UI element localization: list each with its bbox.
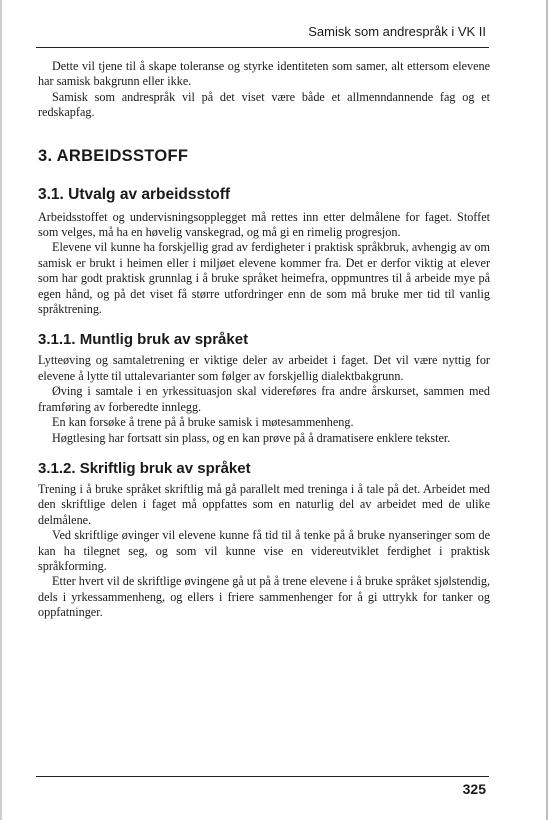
page-body: [38, 59, 490, 621]
section-3-1-2-heading: 3.1.2. Skriftlig bruk av språket: [38, 459, 251, 477]
section-3-1-2-paragraph-3: Etter hvert vil de skriftlige øvingene gå ut på å trene elevene i å bruke språket sjølstendig, dels i yrkessammenheng, og ellers i friere sammenhenger for å gi uttrykk for tanker og oppfatninger.: [38, 574, 490, 620]
section-3-1-1-heading: 3.1.1. Muntlig bruk av språket: [38, 331, 249, 349]
section-3-1-1-paragraph-3: En kan forsøke å trene på å bruke samisk i møtesammenheng.: [52, 415, 354, 430]
section-3-1-heading: 3.1. Utvalg av arbeidsstoff: [38, 185, 231, 203]
section-3-1-paragraph-2: Elevene vil kunne ha forskjellig grad av ferdigheter i praktisk språkbruk, avhengig av om samisk er brukt i heimen eller i miljøet elevene kommer fra. Det er derfor viktig at elever som har godt praktisk grunnlag i å bruke språket heimefra, oppmuntres til å arbeide mye på egen hånd, og på det viset få større utfordringer enn de som må bruke mer tid til vanlig språktrening.: [38, 240, 490, 317]
section-3-1-1-paragraph-2: Øving i samtale i en yrkessituasjon skal videreføres fra andre årskurset, sammen med framføring av forberedte innlegg.: [38, 384, 490, 414]
running-header: Samisk som andrespråk i VK II: [308, 24, 486, 39]
section-3-heading: 3. ARBEIDSSTOFF: [38, 146, 189, 165]
page-number: 325: [462, 781, 486, 797]
section-3-1-1-paragraph-1: Lytteøving og samtaletrening er viktige deler av arbeidet i faget. Det vil være nyttig for elevene å lytte til uttalevarianter som følger av forskjellig dialektbakgrunn.: [38, 353, 490, 383]
section-3-1-1-paragraph-4: Høgtlesing har fortsatt sin plass, og en kan prøve på å dramatisere enklere tekster.: [52, 430, 451, 445]
footer-rule: [36, 776, 489, 777]
section-3-1-paragraph-1: Arbeidsstoffet og undervisningsopplegget må rettes inn etter delmålene for faget. Stoffet som velges, må ha en høvelig vanskegrad, og må gi en rimelig progresjon.: [38, 209, 490, 240]
section-3-1-2-paragraph-1: Trening i å bruke språket skriftlig må gå parallelt med treninga i å tale på det. Arbeidet med den skriftlige delen i faget må oppfattes som en naturlig del av arbeidet med de ulike delmålene.: [38, 481, 490, 527]
section-3-1-2-paragraph-2: Ved skriftlige øvinger vil elevene kunne få tid til å tenke på å bruke nyanseringer som de kan ha tilegnet seg, og som vil kunne vise en videreutviklet ferdighet i praktisk språkforming.: [38, 528, 490, 573]
intro-paragraph-2: Samisk som andrespråk vil på det viset være både et allmenndannende fag og et redskapfag.: [38, 89, 490, 120]
header-rule: [36, 47, 489, 48]
intro-paragraph-1: Dette vil tjene til å skape toleranse og styrke identiteten som samer, alt ettersom elevene har samisk bakgrunn eller ikke.: [38, 59, 490, 89]
